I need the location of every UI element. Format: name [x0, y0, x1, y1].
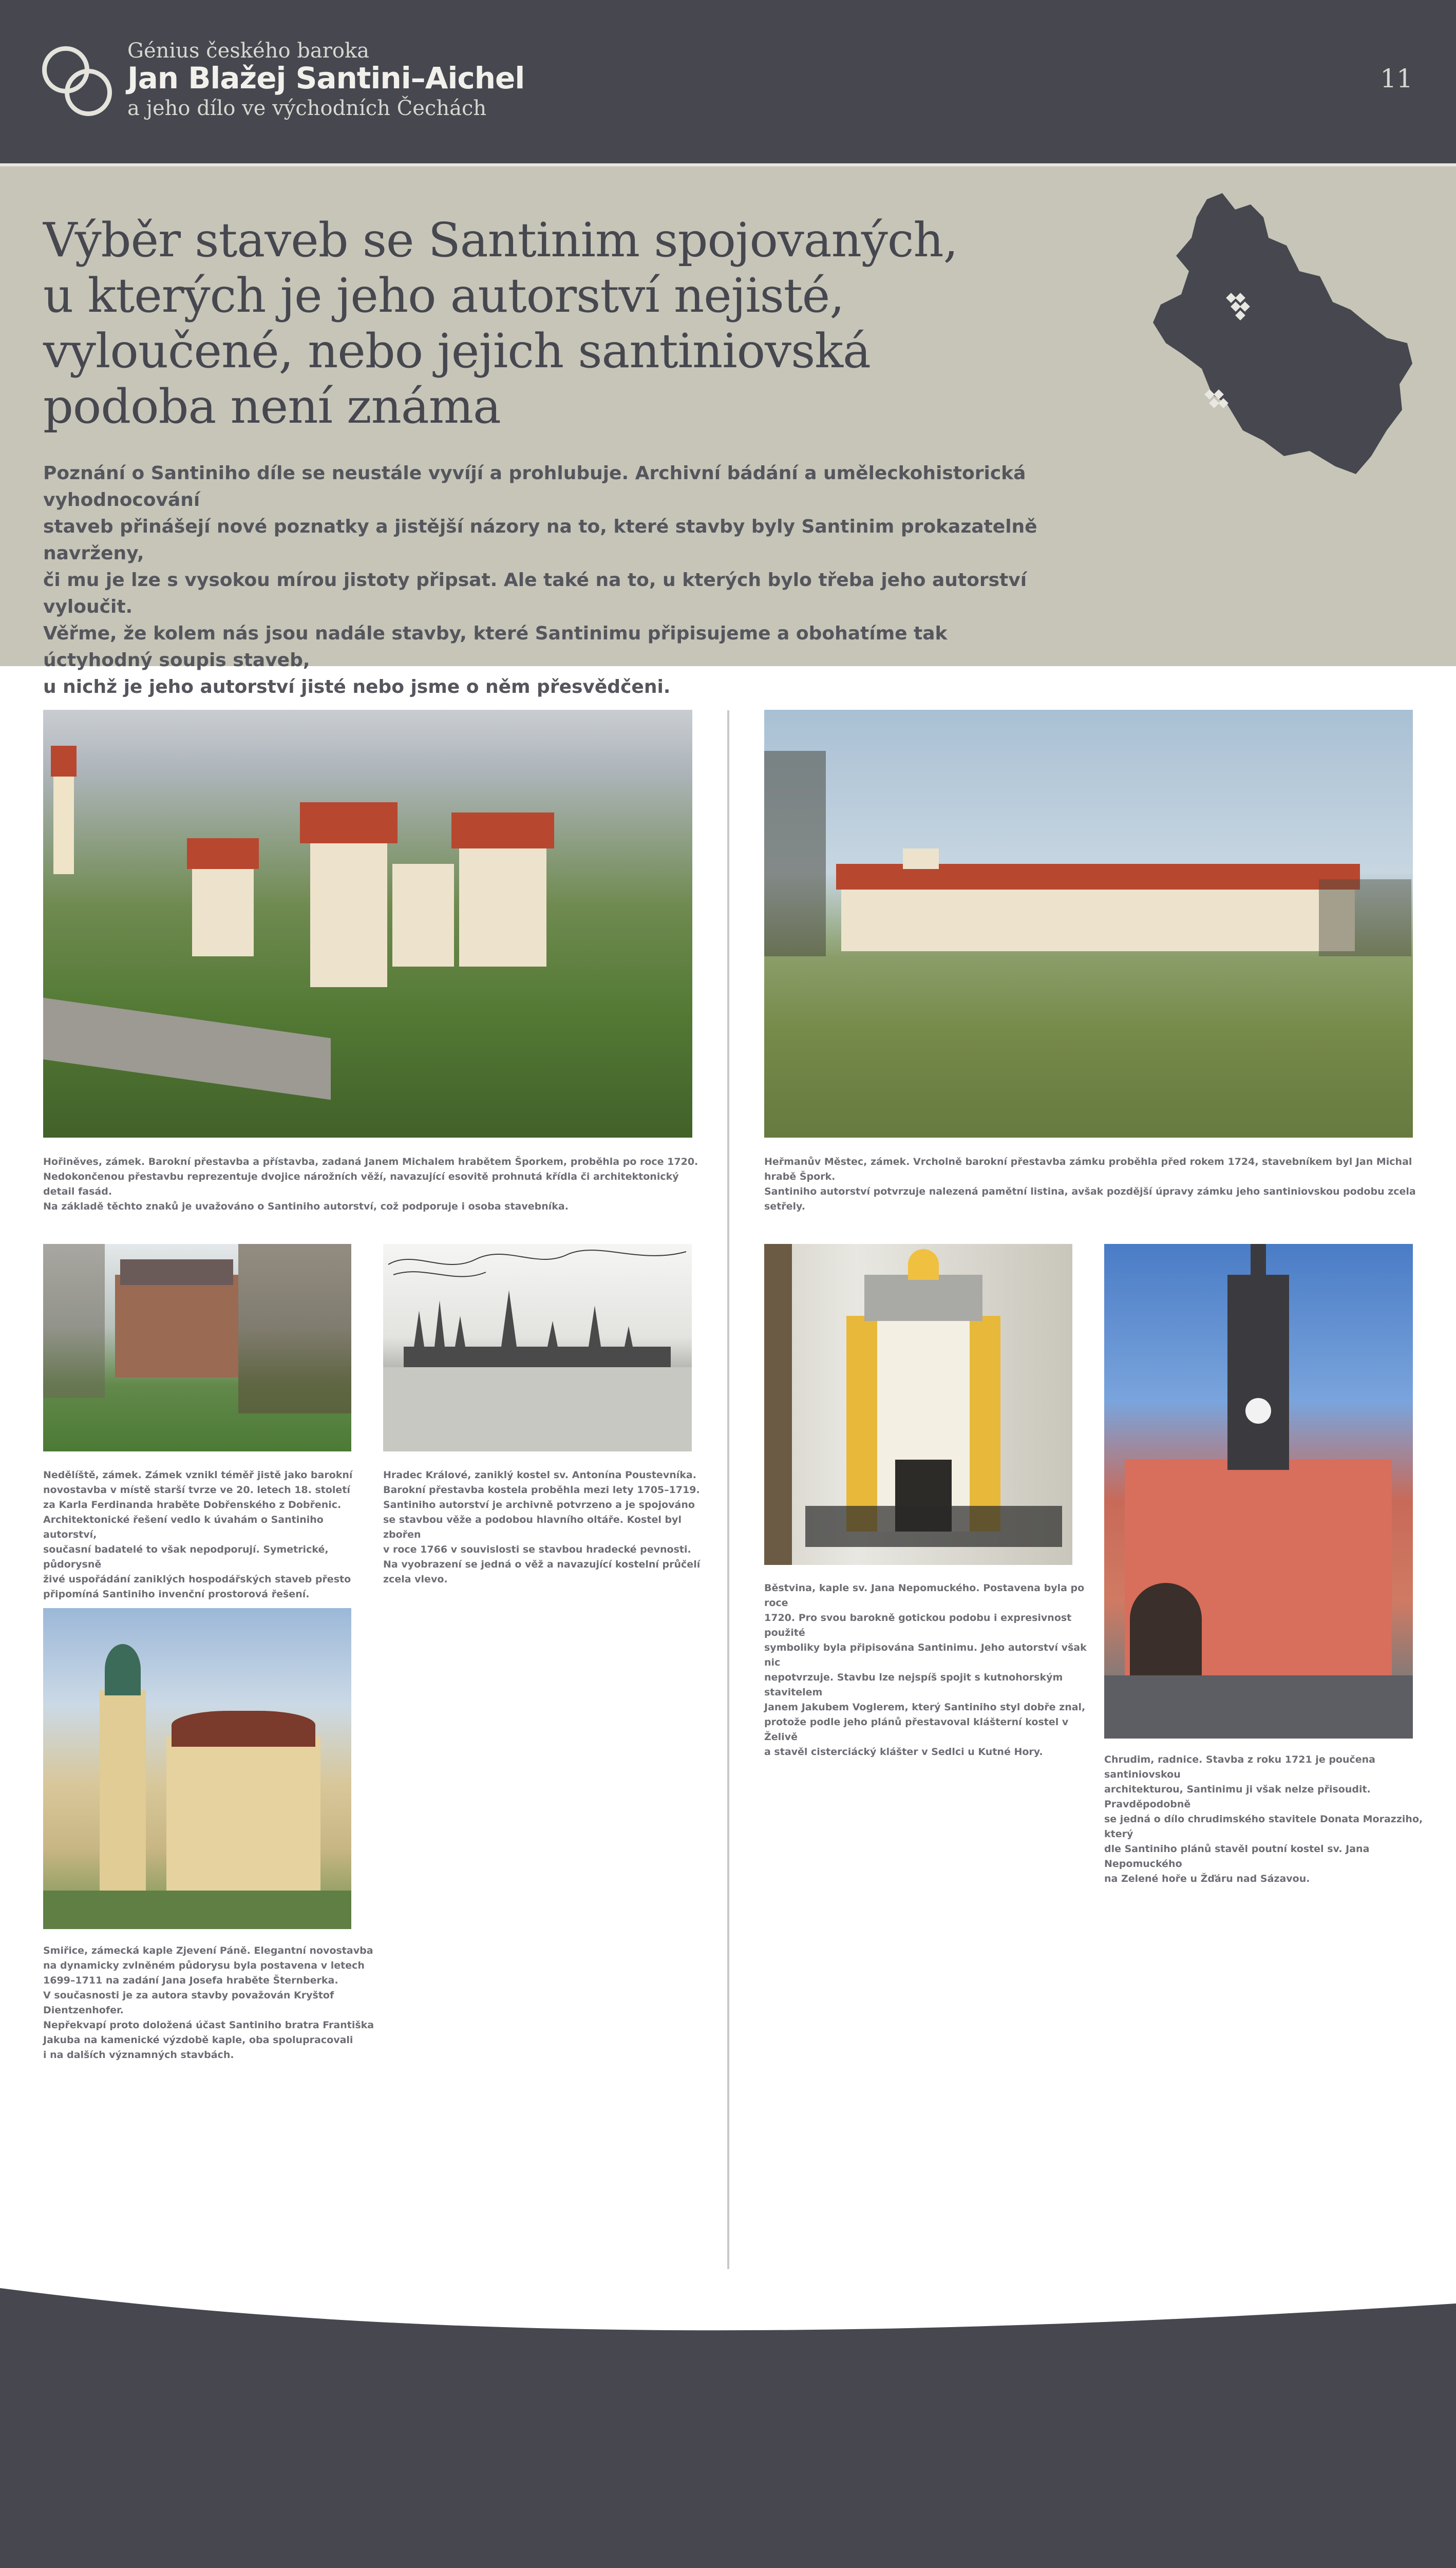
caption-line: protože podle jeho plánů přestavoval klášterní kostel v Želivě	[764, 1716, 1069, 1743]
caption-line: Heřmanův Městec, zámek. Vrcholně barokní přestavba zámku proběhla před rokem 1724, stavebníkem byl Jan Michal hrabě Špork.	[764, 1156, 1412, 1182]
double-ring-logo-icon	[42, 42, 119, 119]
hermanuv-mestec-chateau-photo	[764, 710, 1413, 1138]
horineves-caption	[43, 1155, 706, 1214]
caption-line: zcela vlevo.	[383, 1574, 448, 1585]
hermanuv-caption	[764, 1155, 1427, 1214]
intro-line: u nichž je jeho autorství jisté nebo jsme o něm přesvědčeni.	[43, 676, 671, 697]
caption-line: se jedná o dílo chrudimského stavitele Donata Morazziho, který	[1104, 1814, 1423, 1840]
series-tagline: a jeho dílo ve východních Čechách	[127, 97, 487, 120]
bestvina-caption	[764, 1581, 1098, 1760]
caption-line: Barokní přestavba kostela proběhla mezi lety 1705–1719.	[383, 1484, 700, 1496]
smirice-chapel-photo	[43, 1608, 351, 1929]
caption-line: V současnosti je za autora stavby považován Kryštof Dientzenhofer.	[43, 1990, 334, 2016]
caption-line: nepotvrzuje. Stavbu lze nejspíš spojit s kutnohorským stavitelem	[764, 1672, 1063, 1698]
chrudim-caption	[1104, 1752, 1438, 1886]
caption-line: Jakuba na kamenické výzdobě kaple, oba spolupracovali	[43, 2034, 353, 2046]
title-line: podoba není známa	[43, 379, 501, 434]
caption-line: Nepřekvapí proto doložená účast Santiniho bratra Františka	[43, 2019, 374, 2031]
horineves-chateau-photo	[43, 710, 692, 1138]
intro-line: Věřme, že kolem nás jsou nadále stavby, které Santinimu připisujeme a obohatíme tak úctyhodný soupis staveb,	[43, 623, 948, 671]
caption-line: symboliky byla připisována Santinimu. Jeho autorství však nic	[764, 1642, 1087, 1668]
caption-line: novostavba v místě starší tvrze ve 20. letech 18. století	[43, 1484, 350, 1496]
column-divider	[727, 710, 729, 2269]
caption-line: Hradec Králové, zaniklý kostel sv. Antonína Poustevníka.	[383, 1469, 696, 1481]
nedeliste-chateau-photo	[43, 1244, 351, 1451]
smirice-caption	[43, 1943, 382, 2063]
caption-line: Na základě těchto znaků je uvažováno o Santiniho autorství, což podporuje i osoba stavebníka.	[43, 1201, 569, 1212]
caption-line: Janem Jakubem Voglerem, který Santiniho styl dobře znal,	[764, 1702, 1086, 1713]
caption-line: na Zelené hoře u Žďáru nad Sázavou.	[1104, 1873, 1310, 1884]
caption-line: současní badatelé to však nepodporují. Symetrické, půdorysně	[43, 1544, 329, 1570]
caption-line: a stavěl cisterciácký klášter v Sedlci u Kutné Hory.	[764, 1746, 1043, 1758]
caption-line: na dynamicky zvlněném půdorysu byla postavena v letech	[43, 1960, 365, 1971]
caption-line: Nedělíště, zámek. Zámek vznikl téměř jistě jako barokní	[43, 1469, 353, 1481]
intro-line: staveb přinášejí nové poznatky a jistější názory na to, které stavby byly Santinim prokazatelně navrženy,	[43, 516, 1037, 564]
caption-line: za Karla Ferdinanda hraběte Dobřenského z Dobřenic.	[43, 1499, 342, 1510]
caption-line: Na vyobrazení se jedná o věž a navazující kostelní průčelí	[383, 1559, 701, 1570]
caption-line: 1720. Pro svou barokně gotickou podobu i expresivnost použité	[764, 1612, 1072, 1638]
series-subtitle: Génius českého baroka	[127, 39, 369, 63]
intro-line: či mu je lze s vysokou mírou jistoty připsat. Ale také na to, u kterých bylo třeba jeho autorství vyloučit.	[43, 570, 1027, 617]
nedeliste-caption	[43, 1468, 372, 1602]
caption-line: Hořiněves, zámek. Barokní přestavba a přístavba, zadaná Janem Michalem hrabětem Šporkem, proběhla po roce 1720.	[43, 1156, 698, 1167]
hradec-caption	[383, 1468, 712, 1587]
intro-line: Poznání o Santiniho díle se neustále vyvíjí a prohlubuje. Archivní bádání a uměleckohistorická vyhodnocování	[43, 463, 1026, 511]
page-title	[43, 213, 1019, 435]
bestvina-chapel-photo	[764, 1244, 1072, 1565]
title-line: u kterých je jeho autorství nejisté,	[43, 268, 844, 323]
caption-line: dle Santiniho plánů stavěl poutní kostel sv. Jana Nepomuckého	[1104, 1843, 1370, 1870]
caption-line: architekturou, Santinimu ji však nelze přisoudit. Pravděpodobně	[1104, 1784, 1371, 1810]
caption-line: i na dalších významných stavbách.	[43, 2049, 234, 2061]
series-title: Jan Blažej Santini–Aichel	[127, 61, 525, 96]
caption-line: 1699–1711 na zadání Jana Josefa hraběte Šternberka.	[43, 1975, 338, 1986]
caption-line: Chrudim, radnice. Stavba z roku 1721 je poučena santiniovskou	[1104, 1754, 1375, 1780]
caption-line: připomíná Santiniho invenční prostorová řešení.	[43, 1589, 310, 1600]
title-line: Výběr staveb se Santinim spojovaných,	[43, 213, 958, 268]
caption-line: Santiniho autorství je archivně potvrzeno a je spojováno	[383, 1499, 695, 1510]
caption-line: v roce 1766 v souvislosti se stavbou hradecké pevnosti.	[383, 1544, 691, 1555]
chrudim-town-hall-photo	[1104, 1244, 1413, 1739]
page-number: 11	[1380, 64, 1413, 93]
caption-line: Smiřice, zámecká kaple Zjevení Páně. Elegantní novostavba	[43, 1945, 373, 1956]
intro-section	[0, 166, 1456, 697]
caption-line: živé uspořádání zaniklých hospodářských staveb přesto	[43, 1574, 351, 1585]
title-line: vyloučené, nebo jejich santiniovská	[43, 324, 871, 379]
page-header	[0, 0, 1456, 163]
page-footer	[0, 2288, 1456, 2568]
intro-paragraph	[43, 460, 1060, 701]
caption-line: Běstvina, kaple sv. Jana Nepomuckého. Postavena byla po roce	[764, 1582, 1085, 1609]
region-map-icon	[1145, 189, 1417, 477]
hradec-kralove-engraving	[383, 1244, 692, 1451]
caption-line: Santiniho autorství potvrzuje nalezená pamětní listina, avšak pozdější úpravy zámku jeho santiniovskou podobu zcela setřely.	[764, 1186, 1416, 1212]
caption-line: Nedokončenou přestavbu reprezentuje dvojice nárožních věží, navazující esovitě prohnutá křídla či architektonický detail fasád.	[43, 1171, 679, 1197]
caption-line: se stavbou věže a podobou hlavního oltáře. Kostel byl zbořen	[383, 1514, 682, 1540]
caption-line: Architektonické řešení vedlo k úvahám o Santiniho autorství,	[43, 1514, 324, 1540]
